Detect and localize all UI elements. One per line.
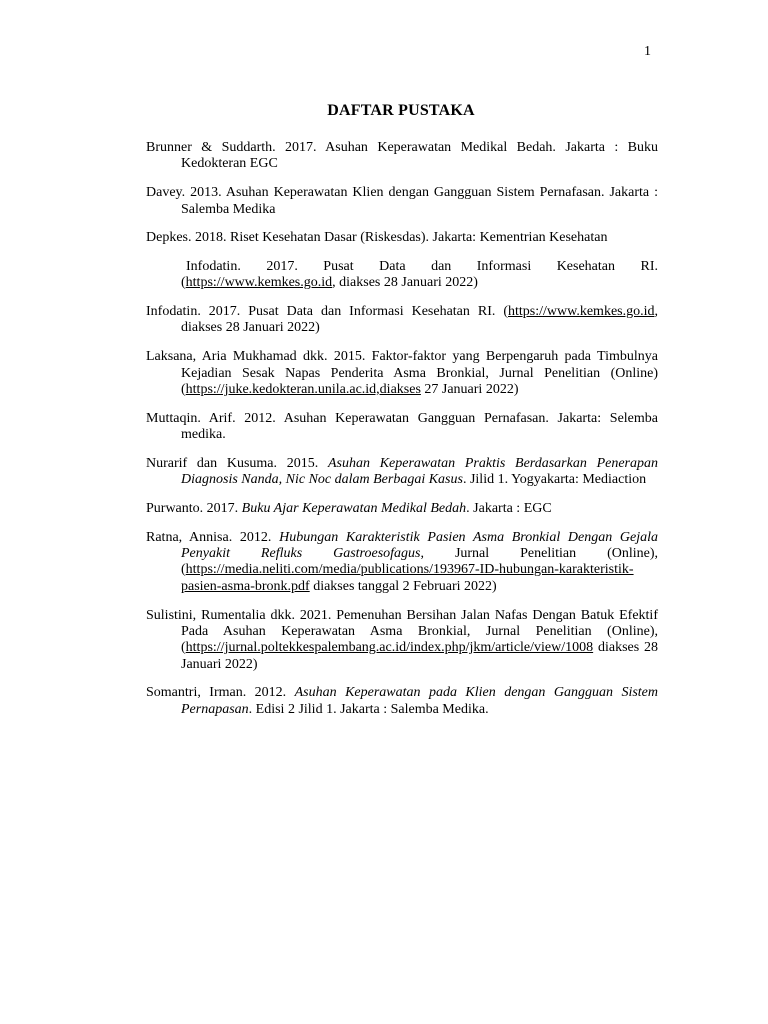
reference-entry: [146, 530, 658, 596]
reference-list: [146, 140, 658, 731]
reference-text: Infodatin. 2017. Pusat Data dan Informasi Kesehatan RI. (: [146, 304, 509, 320]
reference-text: . Jakarta : EGC: [466, 500, 552, 516]
reference-link[interactable]: https://juke.kedokteran.unila.ac.id,diakses: [185, 381, 421, 397]
reference-text: Somantri, Irman. 2012.: [146, 685, 295, 701]
reference-link[interactable]: https://www.kemkes.go.id: [508, 304, 655, 320]
page-number: 1: [644, 44, 651, 59]
reference-entry: [146, 501, 658, 517]
reference-text: Purwanto. 2017.: [146, 500, 242, 516]
reference-text: Muttaqin. Arif. 2012. Asuhan Keperawatan Gangguan Pernafasan. Jakarta: Selemba medika.: [146, 410, 658, 443]
reference-text: , diakses 28 Januari 2022): [181, 304, 658, 336]
reference-text: Infodatin. 2017. Pusat Data dan Informasi Kesehatan RI. (: [181, 258, 658, 291]
reference-text: Depkes. 2018. Riset Kesehatan Dasar (Riskesdas). Jakarta: Kementrian Kesehatan: [146, 230, 608, 246]
reference-title-italic: Hubungan Karakteristik Pasien Asma Bronkial Dengan Gejala Penyakit Refluks Gastroesofagus: [181, 529, 658, 561]
reference-link[interactable]: https://www.kemkes.go.id: [185, 275, 333, 291]
reference-title-italic: Buku Ajar Keperawatan Medikal Bedah: [241, 500, 467, 516]
reference-entry: [146, 259, 658, 292]
reference-entry: [146, 608, 658, 674]
reference-entry: [146, 685, 658, 718]
reference-text: Davey. 2013. Asuhan Keperawatan Klien dengan Gangguan Sistem Pernafasan. Jakarta : Salemba Medika: [146, 185, 658, 217]
reference-text: Brunner & Suddarth. 2017. Asuhan Keperawatan Medikal Bedah. Jakarta : Buku Kedokteran EGC: [146, 140, 658, 172]
reference-text: diakses 28 Januari 2022): [181, 640, 658, 672]
reference-entry: [146, 304, 658, 337]
reference-entry: [146, 185, 658, 218]
reference-link[interactable]: https://media.neliti.com/media/publications/193967-ID-hubungan-karakteristik-pasien-asma-bronk.pdf: [181, 562, 634, 594]
reference-title-italic: Asuhan Keperawatan pada Klien dengan Gangguan Sistem Pernapasan: [181, 685, 658, 717]
reference-text: diakses tanggal 2 Februari 2022): [309, 578, 497, 594]
reference-text: , diakses 28 Januari 2022): [332, 275, 478, 291]
reference-entry: [146, 411, 658, 444]
reference-entry: [146, 140, 658, 173]
reference-title-italic: Asuhan Keperawatan Praktis Berdasarkan Penerapan Diagnosis Nanda, Nic Noc dalam Berbagai Kasus: [181, 455, 658, 488]
reference-text: 27 Januari 2022): [420, 381, 519, 397]
reference-text: . Jilid 1. Yogyakarta: Mediaction: [462, 472, 647, 488]
reference-entry: [146, 349, 658, 398]
reference-text: Laksana, Aria Mukhamad dkk. 2015. Faktor-faktor yang Berpengaruh pada Timbulnya Kejadian Sesak Napas Penderita Asma Bronkial, Jurnal Penelitian (Online) (: [146, 349, 658, 397]
reference-text: , Jurnal Penelitian (Online), (: [181, 545, 658, 578]
page-title: DAFTAR PUSTAKA: [327, 102, 475, 119]
reference-text: Ratna, Annisa. 2012.: [146, 529, 280, 545]
reference-text: Sulistini, Rumentalia dkk. 2021. Pemenuhan Bersihan Jalan Nafas Dengan Batuk Efektif Pada Asuhan Keperawatan Asma Bronkial, Jurnal Penelitian (Online),(: [146, 607, 658, 656]
reference-entry: [146, 456, 658, 489]
reference-link[interactable]: https://jurnal.poltekkespalembang.ac.id/index.php/jkm/article/view/1008: [185, 640, 594, 656]
reference-text: Nurarif dan Kusuma. 2015.: [146, 455, 328, 471]
reference-entry: [146, 230, 658, 246]
reference-text: . Edisi 2 Jilid 1. Jakarta : Salemba Medika.: [248, 701, 489, 717]
